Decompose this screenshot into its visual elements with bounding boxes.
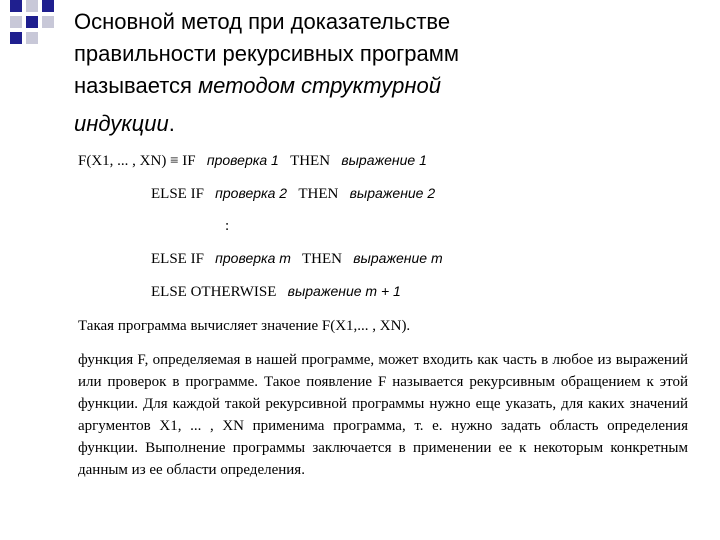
slide-title [74,6,694,140]
paragraph-result: Такая программа вычисляет значение F(X1,... , XN). [78,318,411,334]
schema-keyword: ELSE IF [151,186,204,202]
schema-check: проверка 1 [206,152,279,168]
decor-square [26,0,38,12]
schema-expression: выражение 1 [341,152,427,168]
title-emphasis: методом структурной [198,73,441,98]
schema-expression: выражение m [353,250,443,266]
decorative-squares [0,0,60,46]
decor-square [42,16,54,28]
schema-keyword: ELSE IF [151,251,204,267]
paragraph-explanation: функция F, определяемая в нашей программе, может входить как часть в любое из выражений или проверок в программе. Такое появление F называется рекурсивным обращением к этой функции. Для каждой такой рекурсивной программы нужно еще указать, для каких значений аргументов X1, ... , XN применима программа, т. е. нужно задать область определения функции. Выполнение программы заключается в применении ее к некоторым конкретным данным из ее области определения. [78,352,688,478]
schema-line-2 [151,185,435,203]
title-line-1: Основной метод при доказательстве [74,9,451,34]
schema-line-1 [78,152,427,170]
schema-check: проверка 2 [215,185,288,201]
decor-square [10,16,22,28]
schema-keyword: ELSE OTHERWISE [151,284,277,300]
title-text: называется [74,73,199,98]
decor-square [26,32,38,44]
decor-square [10,32,22,44]
title-line-4 [74,108,694,140]
schema-expression: выражение m + 1 [287,283,401,299]
schema-expression: выражение 2 [349,185,436,201]
schema-keyword: THEN [290,153,331,169]
schema-line-4 [151,250,443,268]
schema-keyword: THEN [301,251,342,267]
decor-square [42,0,54,12]
schema-line-3 [225,218,229,235]
schema-ellipsis: : [225,218,230,234]
decor-square [10,0,22,12]
schema-keyword: F(X1, ... , XN) ≡ IF [78,153,196,169]
schema-check: проверка m [215,250,291,266]
title-line-2: правильности рекурсивных программ [74,41,460,66]
title-line-3 [74,70,694,102]
schema-keyword: THEN [298,186,339,202]
decor-square [26,16,38,28]
title-emphasis: индукции [74,111,169,136]
title-period: . [168,111,175,136]
schema-line-5 [151,283,401,301]
